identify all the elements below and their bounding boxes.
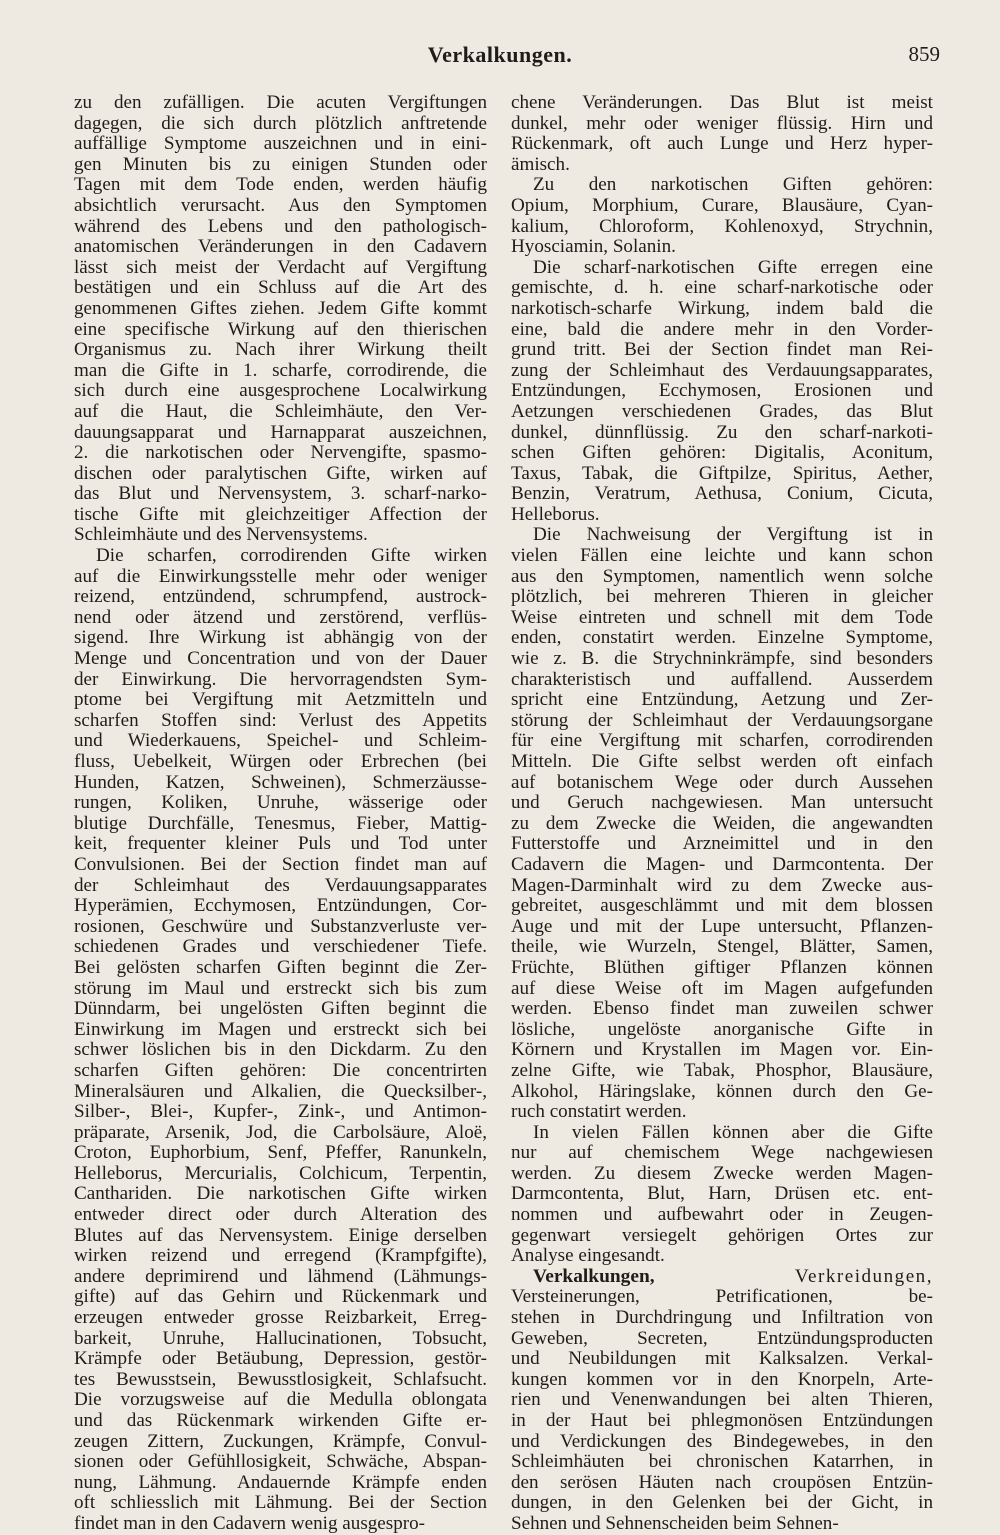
text-line: fluss, Uebelkeit, Würgen oder Erbrechen (bei <box>74 751 487 772</box>
text-line: und das Rückenmark wirkenden Gifte er- <box>74 1410 487 1431</box>
text-line: der Einwirkung. Die hervorragendsten Sym- <box>74 668 487 690</box>
entry-headword: Verkalkungen, <box>533 1265 655 1287</box>
text-line: Entzündungen, Ecchymosen, Erosionen und <box>511 380 933 402</box>
text-line: scharfen Giften gehören: Die concentrirten <box>74 1059 487 1081</box>
text-line: barkeit, Unruhe, Hallucinationen, Tobsucht, <box>74 1327 487 1349</box>
text-line: Rückenmark, oft auch Lunge und Herz hyper- <box>511 133 933 155</box>
text-line: präparate, Arsenik, Jod, die Carbolsäure, Aloë, <box>74 1121 487 1143</box>
text-line: Weise eintreten und schnell mit dem Tode <box>511 606 933 628</box>
text-line: sigend. Ihre Wirkung ist abhängig von der <box>74 627 487 649</box>
text-line: Die vorzugsweise auf die Medulla oblongata <box>74 1389 487 1411</box>
text-line: und Wiederkauens, Speichel- und Schleim- <box>74 730 487 752</box>
text-line: den serösen Häuten nach croupösen Entzün- <box>511 1471 933 1493</box>
text-line: Die scharf-narkotischen Gifte erregen eine <box>533 256 933 278</box>
text-line: nung, Lähmung. Andauernde Krämpfe enden <box>74 1471 487 1493</box>
text-line: Versteinerungen, Petrificationen, be- <box>511 1286 933 1308</box>
text-line: Analyse eingesandt. <box>511 1245 665 1267</box>
text-line: grund tritt. Bei der Section findet man Rei- <box>511 339 933 361</box>
text-line: dunkel, dünnflüssig. Zu den scharf-narkoti- <box>511 421 933 443</box>
text-line: blutige Durchfälle, Tenesmus, Fieber, Mattig- <box>74 812 487 834</box>
text-line: enden, constatirt werden. Einzelne Symptome, <box>511 627 933 649</box>
text-line: Benzin, Veratrum, Aethusa, Conium, Cicuta, <box>511 483 933 505</box>
text-line: Früchte, Blüthen giftiger Pflanzen können <box>511 956 933 978</box>
text-line: tes Bewusstsein, Bewusstlosigkeit, Schlafsucht. <box>74 1368 487 1390</box>
text-line: chene Veränderungen. Das Blut ist meist <box>511 92 933 113</box>
text-line: werden. Zu diesem Zwecke werden Magen- <box>511 1162 933 1184</box>
text-line: Dünndarm, bei ungelösten Giften beginnt die <box>74 998 487 1020</box>
text-line: und Verdickungen des Bindegewebes, in den <box>511 1430 933 1452</box>
text-line: 2. die narkotischen oder Nervengifte, spasmo- <box>74 442 487 464</box>
text-line: Alkohol, Häringslake, können durch den Ge- <box>511 1080 933 1102</box>
text-line: dagegen, die sich durch plötzlich anftretende <box>74 112 487 134</box>
text-line: nend oder ätzend und zerstörend, verflüs- <box>74 606 487 628</box>
text-line: Blutes auf das Nervensystem. Einige derselben <box>74 1224 487 1246</box>
text-line: und Geruch nachgewiesen. Man untersucht <box>511 792 933 814</box>
text-line: Magen-Darminhalt wird zu dem Zwecke aus- <box>511 874 933 896</box>
text-line: rosionen, Geschwüre und Substanzverluste ver- <box>74 915 487 937</box>
text-line: rungen, Koliken, Unruhe, wässerige oder <box>74 792 487 814</box>
text-line: erzeugen entweder grosse Reizbarkeit, Erreg- <box>74 1307 487 1329</box>
text-line: Hyperämien, Ecchymosen, Entzündungen, Cor- <box>74 895 487 917</box>
page-title: Verkalkungen. <box>427 42 573 67</box>
text-line: Taxus, Tabak, die Giftpilze, Spiritus, Aether, <box>511 462 933 484</box>
left-column <box>74 92 487 1534</box>
text-line: Mineralsäuren und Alkalien, die Quecksilber-, <box>74 1080 487 1102</box>
text-line: zung der Schleimhaut des Verdauungsapparates, <box>511 359 933 381</box>
text-line: in der Haut bei phlegmonösen Entzündungen <box>511 1410 933 1431</box>
text-line: gen Minuten bis zu einigen Stunden oder <box>74 153 487 175</box>
text-line: schwer löslichen bis in den Dickdarm. Zu den <box>74 1039 487 1061</box>
text-line: Hunden, Katzen, Schweinen), Schmerzäusse- <box>74 771 487 793</box>
text-line: gebreitet, ausgeschlämmt und mit dem blossen <box>511 895 933 917</box>
text-line: zelne Gifte, wie Tabak, Phosphor, Blausäure, <box>511 1059 933 1081</box>
text-line: eine specifische Wirkung auf den thierischen <box>74 318 487 340</box>
text-line: Körnern und Krystallen im Magen vor. Ein- <box>511 1039 933 1061</box>
text-line: auffällige Symptome auszeichnen und in eini- <box>74 133 487 155</box>
text-line: man die Gifte in 1. scharfe, corrodirende, die <box>74 359 487 381</box>
text-line: nur auf chemischem Wege nachgewiesen <box>511 1142 933 1164</box>
text-line: lässt sich meist der Verdacht auf Vergiftung <box>74 256 487 278</box>
text-line: keit, frequenter kleiner Puls und Tod unter <box>74 833 487 855</box>
text-line: werden. Ebenso findet man zuweilen schwer <box>511 998 933 1020</box>
text-line: reizend, entzündend, schrumpfend, austrock- <box>74 586 487 608</box>
text-line: sionen oder Gefühllosigkeit, Schwäche, Abspan- <box>74 1451 487 1473</box>
running-header <box>60 42 940 74</box>
text-line: auf die Einwirkungsstelle mehr oder weniger <box>74 565 487 587</box>
text-line: ämisch. <box>511 153 570 175</box>
text-line: aus den Symptomen, namentlich wenn solche <box>511 565 933 587</box>
text-line: tische Gifte mit gleichzeitiger Affection der <box>74 503 487 525</box>
text-line: zu dem Zwecke die Weiden, die angewandten <box>511 812 933 834</box>
text-line: wie z. B. die Strychninkrämpfe, sind besonders <box>511 648 933 670</box>
entry-synonym: Verkreidungen, <box>794 1265 933 1287</box>
text-line: findet man in den Cadavern wenig ausgespro- <box>74 1512 426 1534</box>
text-line: Futterstoffe und Arzneimittel und in den <box>511 833 933 855</box>
text-line: stehen in Durchdringung und Infiltration von <box>511 1307 933 1329</box>
text-line: Sehnen und Sehnenscheiden beim Sehnen- <box>511 1512 839 1534</box>
text-line: zeugen Zittern, Zuckungen, Krämpfe, Convul- <box>74 1430 487 1452</box>
text-line: ruch constatirt werden. <box>511 1101 687 1123</box>
text-line: für eine Vergiftung mit scharfen, corrodirenden <box>511 730 933 752</box>
text-line: Auge und mit der Lupe untersucht, Pflanzen- <box>511 915 933 937</box>
right-column <box>511 92 933 1534</box>
text-line: und Neubildungen mit Kalksalzen. Verkal- <box>511 1348 933 1370</box>
text-line: Darmcontenta, Blut, Harn, Drüsen etc. ent- <box>511 1183 933 1205</box>
text-line: narkotisch-scharfe Wirkung, indem bald die <box>511 297 933 319</box>
text-line: dungen, in den Gelenken bei der Gicht, in <box>511 1492 933 1514</box>
text-line: Die scharfen, corrodirenden Gifte wirken <box>96 545 487 567</box>
text-line: Cadavern die Magen- und Darmcontenta. Der <box>511 853 933 875</box>
text-line: absichtlich verursacht. Aus den Symptomen <box>74 194 487 216</box>
text-line: rien und Venenwandungen bei alten Thieren, <box>511 1389 933 1411</box>
text-line: Menge und Concentration und von der Dauer <box>74 648 487 670</box>
text-line: Mitteln. Die Gifte selbst werden oft einfach <box>511 751 933 772</box>
text-line: dauungsapparat und Harnapparat auszeichnen, <box>74 421 487 443</box>
text-line: nommen und aufbewahrt oder in Zeugen- <box>511 1204 933 1226</box>
text-line: störung im Maul und erstreckt sich bis zum <box>74 977 487 999</box>
text-line: gegenwart versiegelt gehörigen Ortes zur <box>511 1224 933 1246</box>
text-line: Tagen mit dem Tode enden, werden häufig <box>74 174 487 196</box>
text-line: Helleborus. <box>511 503 600 525</box>
text-line: auf botanischem Wege oder durch Aussehen <box>511 771 933 793</box>
text-line: vielen Fällen eine leichte und kann schon <box>511 545 933 567</box>
text-line: Bei gelösten scharfen Giften beginnt die Zer- <box>74 956 487 978</box>
text-line: gemischte, d. h. eine scharf-narkotische oder <box>511 277 933 299</box>
text-line: wirken reizend und erregend (Krampfgifte), <box>74 1245 487 1267</box>
text-line: zu den zufälligen. Die acuten Vergiftungen <box>74 92 487 113</box>
text-line: Organismus zu. Nach ihrer Wirkung theilt <box>74 339 487 361</box>
text-line: theile, wie Wurzeln, Stengel, Blätter, Samen, <box>511 936 933 958</box>
text-line: während des Lebens und den pathologisch- <box>74 215 487 237</box>
text-line: Zu den narkotischen Giften gehören: <box>533 174 933 196</box>
text-line: dunkel, mehr oder weniger flüssig. Hirn und <box>511 112 933 134</box>
text-line: bestätigen und ein Schluss auf die Art des <box>74 277 487 299</box>
page-number: 859 <box>908 42 940 66</box>
text-line: scharfen Stoffen sind: Verlust des Appetits <box>74 709 487 731</box>
text-line: Convulsionen. Bei der Section findet man auf <box>74 853 487 875</box>
text-line: Hyosciamin, Solanin. <box>511 236 676 258</box>
text-line: Schleimhäute und des Nervensystems. <box>74 524 368 546</box>
text-line: Geweben, Secreten, Entzündungsproducten <box>511 1327 933 1349</box>
text-line: das Blut und Nervensystem, 3. scharf-narko- <box>74 483 487 505</box>
text-line: lösliche, ungelöste anorganische Gifte in <box>511 1018 933 1040</box>
text-line: entweder direct oder durch Alteration des <box>74 1204 487 1226</box>
text-line: Opium, Morphium, Curare, Blausäure, Cyan- <box>511 194 933 216</box>
text-line: Aetzungen verschiedenen Grades, das Blut <box>511 400 933 422</box>
text-line: Schleimhäuten bei chronischen Katarrhen, in <box>511 1451 933 1473</box>
text-line: Helleborus, Mercurialis, Colchicum, Terpentin, <box>74 1162 487 1184</box>
text-line: anatomischen Veränderungen in den Cadavern <box>74 236 487 258</box>
text-line: schen Giften gehören: Digitalis, Aconitum, <box>511 442 933 464</box>
text-line: In vielen Fällen können aber die Gifte <box>533 1121 933 1143</box>
text-line: Canthariden. Die narkotischen Gifte wirken <box>74 1183 487 1205</box>
text-line: oft schliesslich mit Lähmung. Bei der Section <box>74 1492 487 1514</box>
text-line: genommenen Giftes ziehen. Jedem Gifte kommt <box>74 297 487 319</box>
text-line: andere deprimirend und lähmend (Lähmungs- <box>74 1265 487 1287</box>
text-line: gifte) auf das Gehirn und Rückenmark und <box>74 1286 487 1308</box>
text-line: ptome bei Vergiftung mit Aetzmitteln und <box>74 689 487 711</box>
text-line: Die Nachweisung der Vergiftung ist in <box>533 524 933 546</box>
text-line: Krämpfe oder Betäubung, Depression, gestör- <box>74 1348 487 1370</box>
text-line: Einwirkung im Magen und erstreckt sich bei <box>74 1018 487 1040</box>
text-line: dischen oder paralytischen Gifte, wirken auf <box>74 462 487 484</box>
text-line: kalium, Chloroform, Kohlenoxyd, Strychnin, <box>511 215 933 237</box>
text-line: spricht eine Entzündung, Aetzung und Zer- <box>511 689 933 711</box>
text-line: schiedenen Grades und verschiedener Tiefe. <box>74 936 487 958</box>
text-line: charakteristisch und auffallend. Ausserdem <box>511 668 933 690</box>
text-line: störung der Schleimhaut der Verdauungsorgane <box>511 709 933 731</box>
text-line: sich durch eine ausgesprochene Localwirkung <box>74 380 487 402</box>
text-line: auf diese Weise oft im Magen aufgefunden <box>511 977 933 999</box>
text-line: auf die Haut, die Schleimhäute, den Ver- <box>74 400 487 422</box>
text-line: kungen kommen vor in den Knorpeln, Arte- <box>511 1368 933 1390</box>
text-line: plötzlich, bei mehreren Thieren in gleicher <box>511 586 933 608</box>
entry-heading-line <box>511 1267 933 1288</box>
text-line: Silber-, Blei-, Kupfer-, Zink-, und Antimon- <box>74 1101 487 1123</box>
text-line: der Schleimhaut des Verdauungsapparates <box>74 874 487 896</box>
text-line: eine, bald die andere mehr in den Vorder- <box>511 318 933 340</box>
text-line: Croton, Euphorbium, Senf, Pfeffer, Ranunkeln, <box>74 1142 487 1164</box>
